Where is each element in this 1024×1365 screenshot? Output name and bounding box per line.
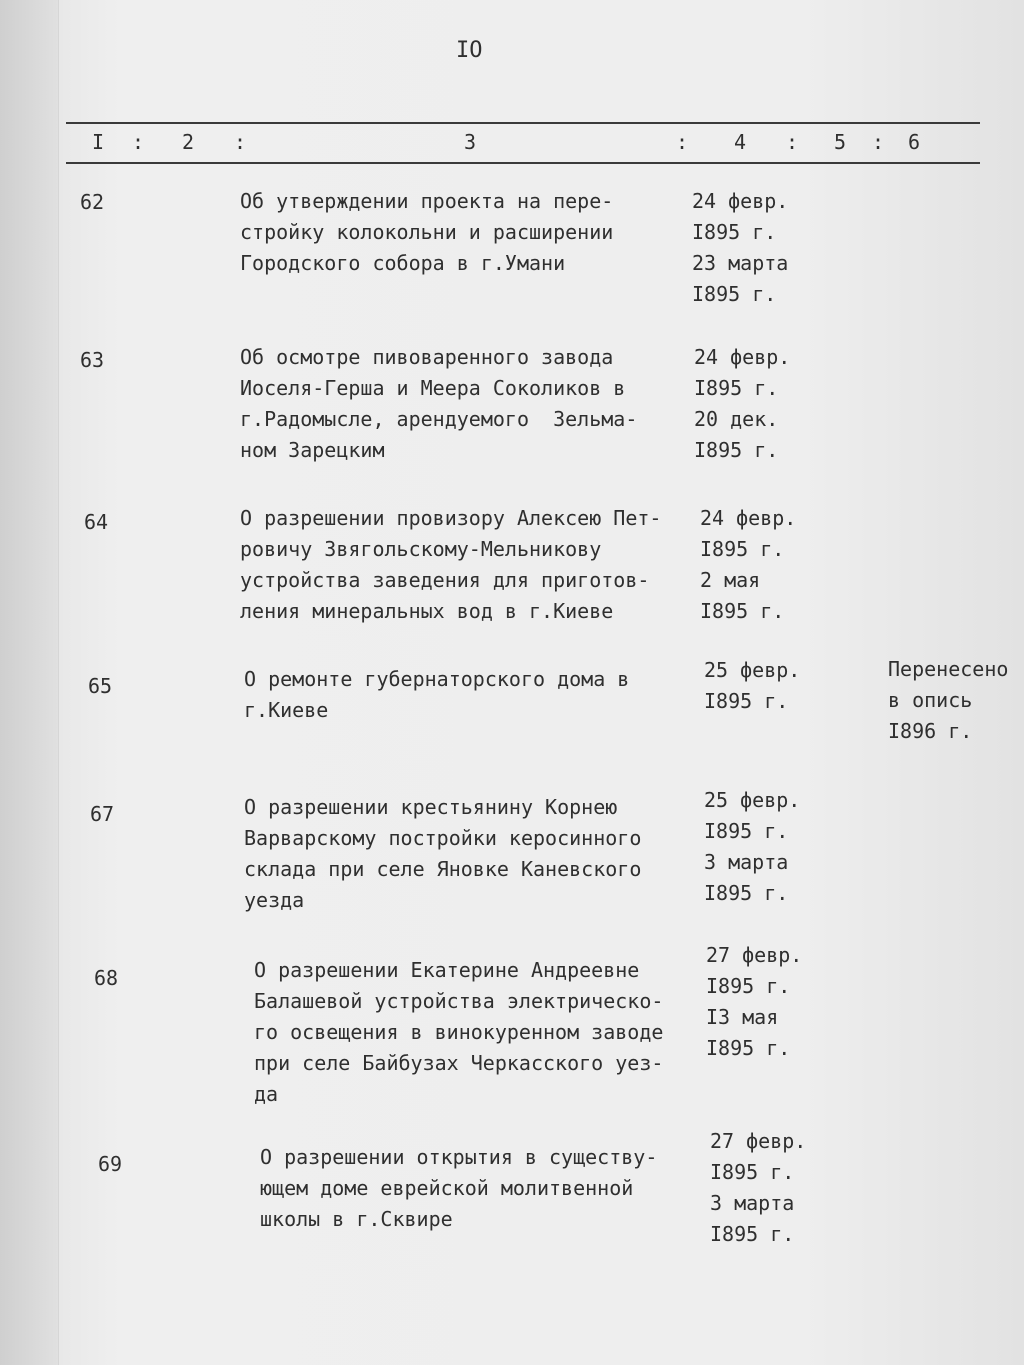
row-title: Об осмотре пивоваренного завода Иоселя-Герша и Меера Соколиков в г.Радомысле, арендуемого Зельма- ном Зарецким [240, 345, 638, 462]
row-number: 67 [90, 802, 115, 826]
row-number: 63 [80, 348, 105, 372]
row-number: 65 [88, 674, 113, 698]
column-separator: : [676, 130, 689, 154]
page-number: IO [456, 38, 483, 63]
row-dates: 27 февр. I895 г. 3 марта I895 г. [710, 1129, 807, 1246]
row-number: 64 [84, 510, 109, 534]
row-dates: 24 февр. I895 г. 20 дек. I895 г. [694, 345, 791, 462]
row-number: 69 [98, 1152, 123, 1176]
column-header-2: 2 [182, 130, 195, 154]
row-title: О разрешении провизору Алексею Пет- ровичу Звягольскому-Мельникову устройства заведения для приготов- ления минеральных вод в г.Киеве [240, 506, 662, 623]
column-header-5: 5 [834, 130, 847, 154]
row-title: Об утверждении проекта на пере- стройку колокольни и расширении Городского собора в г.Умани [240, 189, 614, 275]
header-bottom-rule [66, 162, 980, 164]
row-title: О разрешении открытия в существу- ющем доме еврейской молитвенной школы в г.Сквире [260, 1145, 658, 1231]
row-title: О разрешении Екатерине Андреевне Балашевой устройства электрическо- го освещения в винокуренном заводе при селе Байбузах Черкасского уез- да [254, 958, 664, 1106]
row-number: 62 [80, 190, 105, 214]
row-dates: 24 февр. I895 г. 23 марта I895 г. [692, 189, 789, 306]
row-dates: 25 февр. I895 г. [704, 658, 801, 713]
row-dates: 27 февр. I895 г. I3 мая I895 г. [706, 943, 803, 1060]
row-title: О разрешении крестьянину Корнею Варварскому постройки керосинного склада при селе Яновке Каневского уезда [244, 795, 642, 912]
column-header-6: 6 [908, 130, 921, 154]
column-separator: : [234, 130, 247, 154]
column-header-1: I [92, 130, 105, 154]
column-separator: : [132, 130, 145, 154]
row-title: О ремонте губернаторского дома в г.Киеве [244, 667, 630, 722]
column-header-row [66, 130, 980, 158]
header-top-rule [66, 122, 980, 124]
binding-shadow [0, 0, 59, 1365]
column-separator: : [872, 130, 885, 154]
row-note: Перенесено в опись I896 г. [888, 657, 1009, 743]
row-dates: 25 февр. I895 г. 3 марта I895 г. [704, 788, 801, 905]
row-number: 68 [94, 966, 119, 990]
column-header-4: 4 [734, 130, 747, 154]
column-separator: : [786, 130, 799, 154]
column-header-3: 3 [464, 130, 477, 154]
row-dates: 24 февр. I895 г. 2 мая I895 г. [700, 506, 797, 623]
